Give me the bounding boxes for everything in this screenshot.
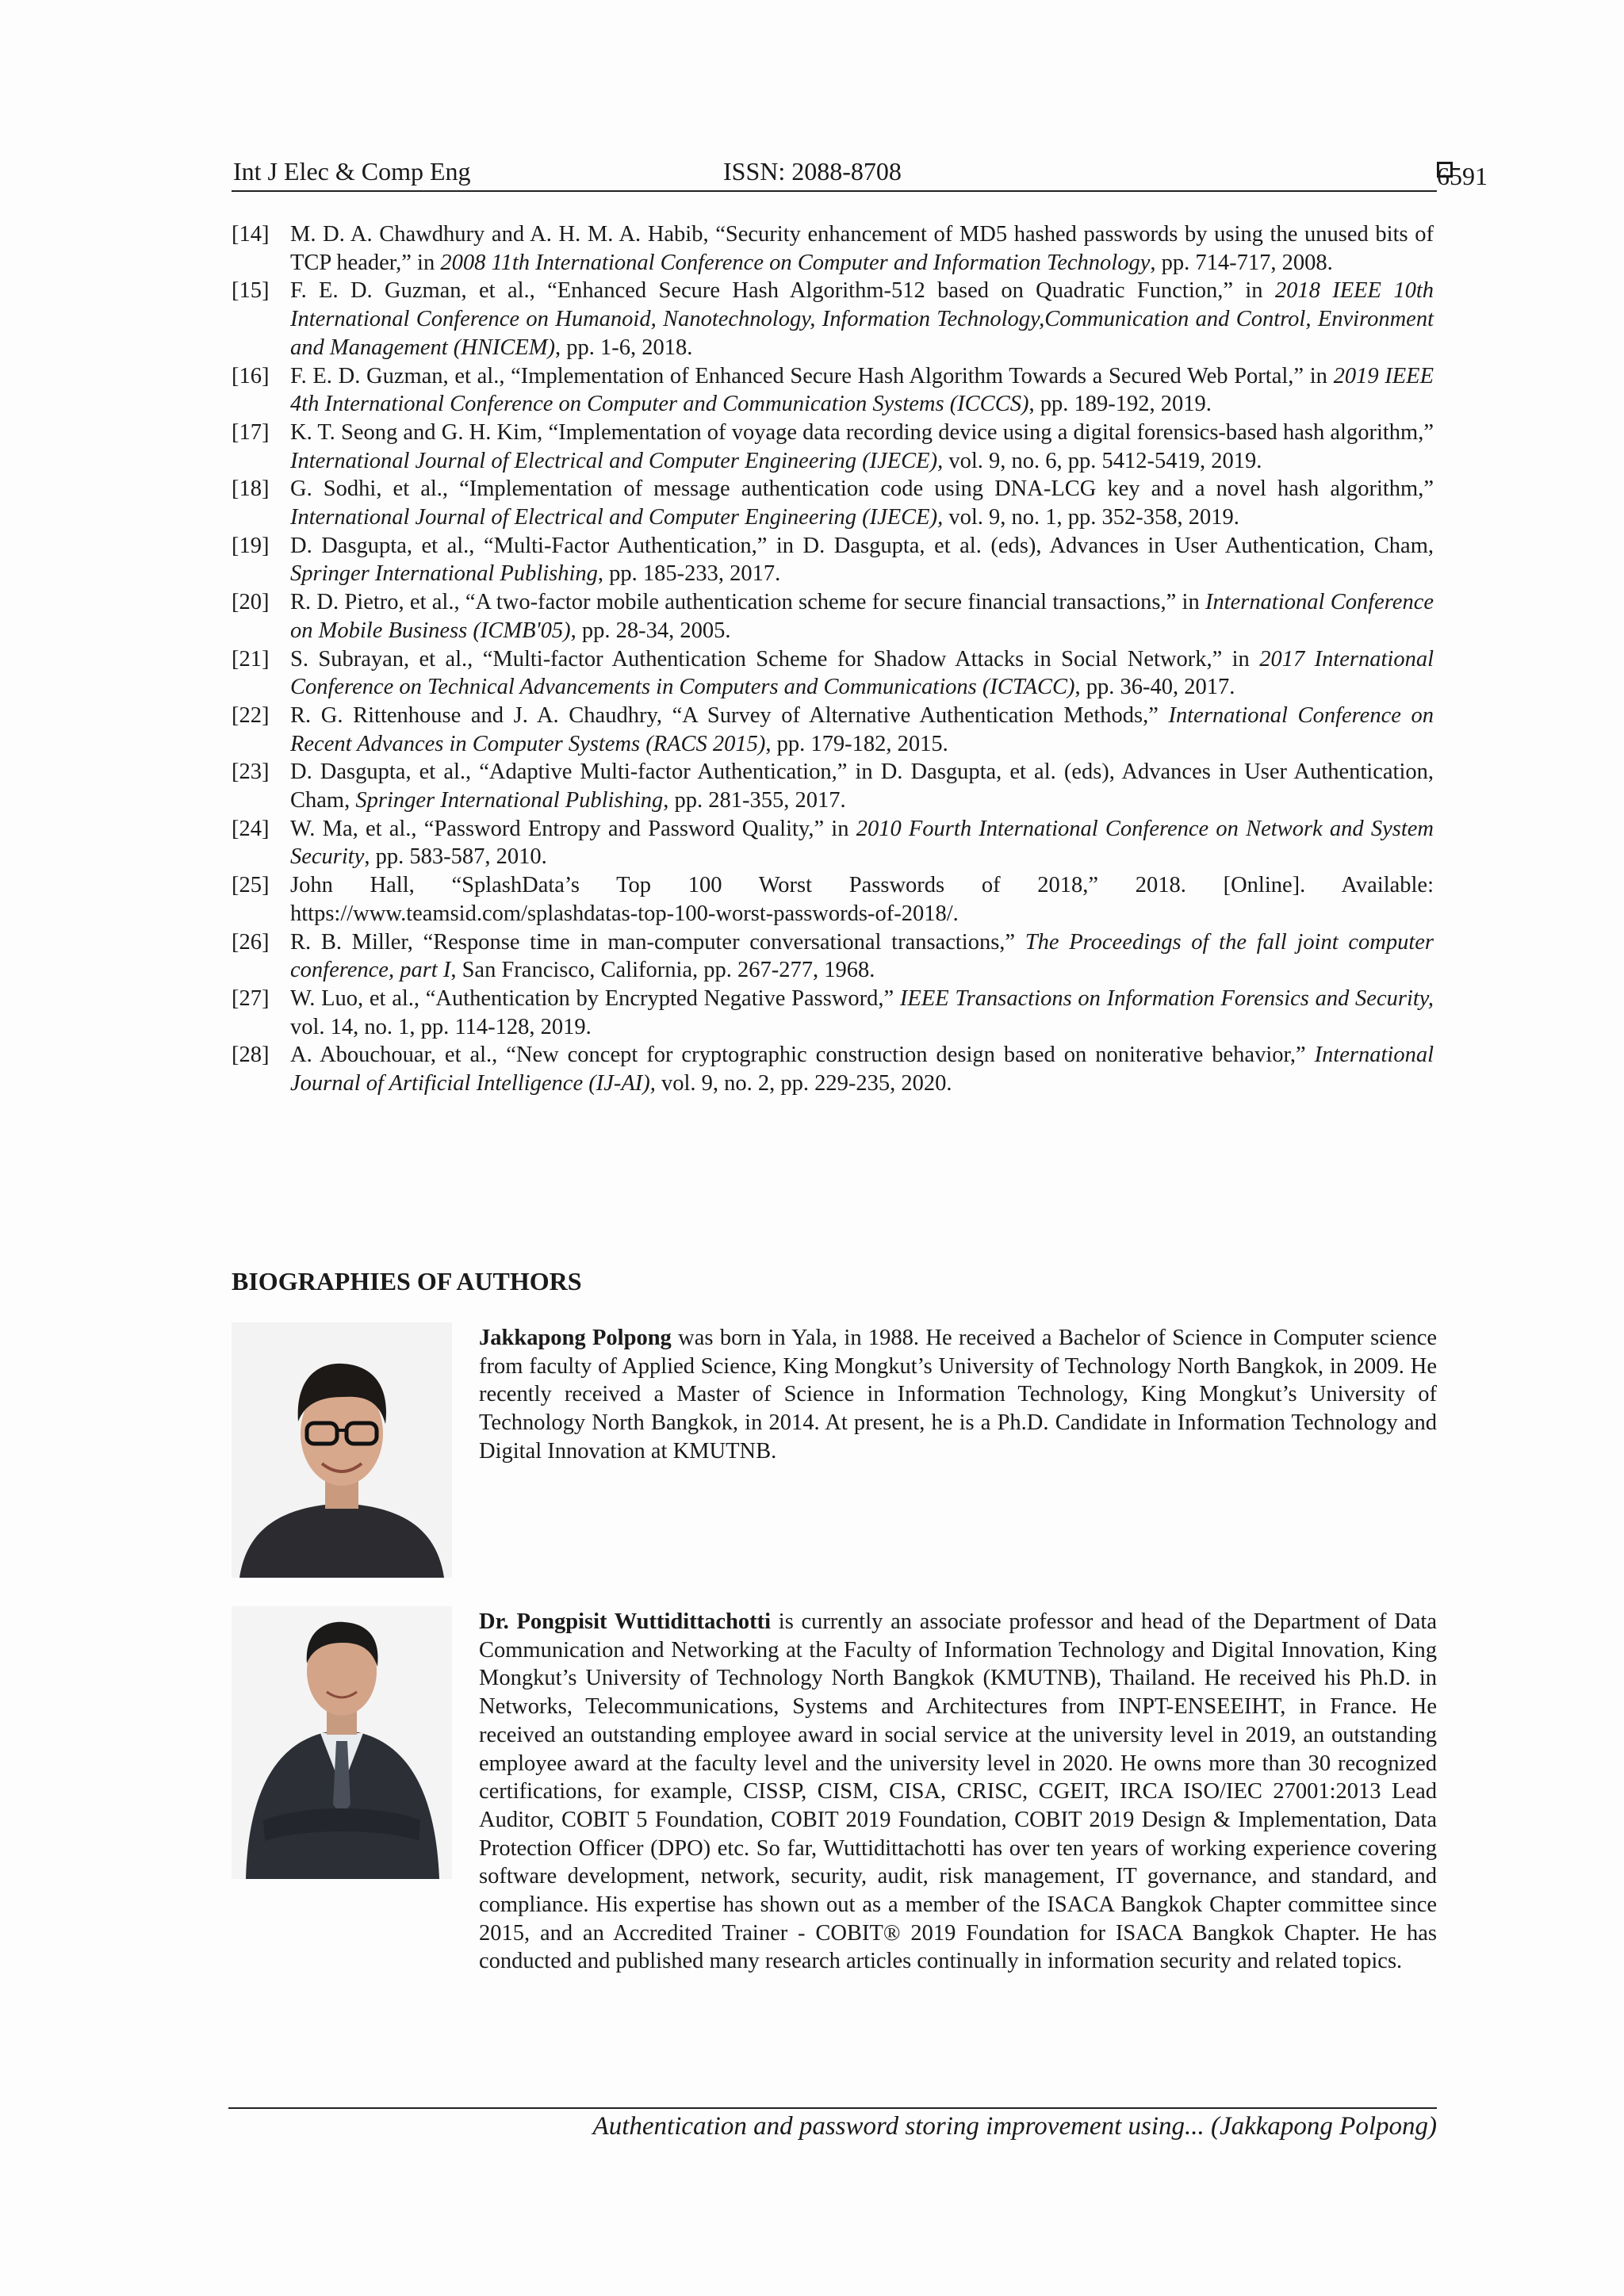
reference-text xyxy=(290,815,1434,871)
biographies-title: BIOGRAPHIES OF AUTHORS xyxy=(232,1267,582,1295)
reference-authors-title: R. D. Pietro, et al., “A two-factor mobile authentication scheme for secure financial transactions,” in xyxy=(290,590,1205,615)
page-number: 6591 xyxy=(1437,162,1488,190)
reference-venue: International Journal of Electrical and Computer Engineering (IJECE), xyxy=(290,505,944,530)
reference-details: , pp. 1-6, 2018. xyxy=(555,335,693,360)
reference-details: , pp. 185-233, 2017. xyxy=(597,561,781,587)
reference-item xyxy=(232,277,1434,362)
reference-item xyxy=(232,815,1434,871)
reference-text xyxy=(290,588,1434,645)
reference-list xyxy=(232,220,1434,1098)
reference-authors-title: F. E. D. Guzman, et al., “Enhanced Secure Hash Algorithm-512 based on Quadratic Function,” in xyxy=(290,278,1275,304)
reference-details: , pp. 189-192, 2019. xyxy=(1028,392,1212,417)
reference-authors-title: John Hall, “SplashData’s Top 100 Worst Passwords of 2018,” 2018. [Online]. Available: https://www.teamsid.com/splashdatas-top-100-worst-passwords-of-2018/. xyxy=(290,873,1434,926)
reference-number: [24] xyxy=(232,816,270,841)
reference-item xyxy=(232,532,1434,588)
reference-text xyxy=(290,532,1434,588)
reference-details: , pp. 714-717, 2008. xyxy=(1150,250,1333,275)
reference-item xyxy=(232,985,1434,1041)
reference-number: [19] xyxy=(232,533,270,558)
reference-authors-title: W. Ma, et al., “Password Entropy and Password Quality,” in xyxy=(290,816,856,841)
reference-item xyxy=(232,1041,1434,1097)
reference-number: [20] xyxy=(232,590,270,615)
reference-venue: IEEE Transactions on Information Forensics and Security, xyxy=(899,985,1434,1011)
page-header xyxy=(232,152,1488,192)
author-photo-polpong xyxy=(232,1322,452,1578)
reference-venue: International Journal of Artificial Intelligence (IJ-AI), xyxy=(290,1043,1434,1096)
bio-text: is currently an associate professor and head of the Department of Data Communication and Networking at the Faculty of Information Technology and Digital Innovation, King Mongkut’s University of Technology North Bangkok (KMUTNB), Thailand. He received his Ph.D. in Networks, Telecommunications, Systems and Architectures from INPT-ENSEEIHT, in France. He received an outstanding employee award in social service at the university level in 2019, an outstanding employee award at the faculty level and the university level in 2020. He owns more than 30 recognized certifications, for example, CISSP, CISM, CISA, CRISC, CGEIT, IRCA ISO/IEC 27001:2013 Lead Auditor, COBIT 5 Foundation, COBIT 2019 Foundation, COBIT 2019 Design & Implementation, Data Protection Officer (DPO) etc. So far, Wuttidittachotti has over ten years of working experience covering software development, network, security, audit, risk management, IT governance, and standard, and compliance. His expertise has shown out as a member of the ISACA Bangkok Chapter committee since 2015, and an Accredited Trainer - COBIT® 2019 Foundation for ISACA Bangkok Chapter. He has conducted and published many research articles continually in information security and related topics. xyxy=(479,1609,1437,1974)
reference-item xyxy=(232,475,1434,531)
reference-item xyxy=(232,362,1434,419)
reference-item xyxy=(232,928,1434,985)
reference-number: [18] xyxy=(232,476,270,502)
reference-authors-title: A. Abouchouar, et al., “New concept for cryptographic construction design based on noniterative behavior,” xyxy=(290,1043,1315,1068)
reference-number: [15] xyxy=(232,278,270,304)
reference-item xyxy=(232,871,1434,928)
reference-number: [22] xyxy=(232,702,270,728)
reference-text xyxy=(290,645,1434,702)
reference-venue: International Conference on Mobile Business (ICMB'05) xyxy=(290,590,1434,643)
journal-name: Int J Elec & Comp Eng xyxy=(233,157,471,186)
reference-details: , pp. 36-40, 2017. xyxy=(1074,675,1235,700)
reference-text xyxy=(290,985,1434,1041)
reference-venue: The Proceedings of the fall joint computer conference, part I xyxy=(290,929,1434,983)
author-name: Jakkapong Polpong xyxy=(479,1326,672,1350)
reference-number: [23] xyxy=(232,760,270,785)
reference-details: vol. 14, no. 1, pp. 114-128, 2019. xyxy=(290,1014,592,1039)
reference-authors-title: G. Sodhi, et al., “Implementation of message authentication code using DNA-LCG key and a novel hash algorithm,” xyxy=(290,476,1434,502)
author-name: Dr. Pongpisit Wuttidittachotti xyxy=(479,1609,772,1634)
reference-details: , pp. 28-34, 2005. xyxy=(570,618,731,643)
reference-authors-title: W. Luo, et al., “Authentication by Encrypted Negative Password,” xyxy=(290,985,900,1011)
bio-polpong xyxy=(479,1324,1437,1466)
reference-number: [27] xyxy=(232,985,270,1011)
reference-details: , pp. 281-355, 2017. xyxy=(663,788,846,813)
reference-venue: 2019 IEEE 4th International Conference on Computer and Communication Systems (ICCCS) xyxy=(290,363,1434,417)
footer-rule xyxy=(228,2107,1437,2109)
reference-item xyxy=(232,588,1434,645)
reference-authors-title: S. Subrayan, et al., “Multi-factor Authentication Scheme for Shadow Attacks in Social Network,” in xyxy=(290,646,1260,672)
reference-venue: International Conference on Recent Advances in Computer Systems (RACS 2015) xyxy=(290,702,1434,756)
reference-item xyxy=(232,758,1434,814)
reference-venue: 2008 11th International Conference on Computer and Information Technology xyxy=(440,250,1151,275)
reference-venue: 2017 International Conference on Technical Advancements in Computers and Communications (ICTACC) xyxy=(290,646,1434,700)
reference-text xyxy=(290,928,1434,985)
reference-text xyxy=(290,1041,1434,1097)
reference-details: , San Francisco, California, pp. 267-277, 1968. xyxy=(450,958,875,983)
reference-text xyxy=(290,220,1434,277)
reference-number: [17] xyxy=(232,419,270,445)
reference-details: vol. 9, no. 1, pp. 352-358, 2019. xyxy=(943,505,1239,530)
author-photo-wuttidittachotti xyxy=(232,1606,452,1879)
reference-venue: Springer International Publishing xyxy=(355,788,664,813)
reference-text xyxy=(290,871,1434,928)
reference-number: [26] xyxy=(232,929,270,955)
issn: ISSN: 2088-8708 xyxy=(723,157,902,186)
reference-authors-title: D. Dasgupta, et al., “Adaptive Multi-factor Authentication,” in D. Dasgupta, et al. (eds), Advances in User Authentication, Cham, xyxy=(290,760,1434,813)
bio-text: was born in Yala, in 1988. He received a Bachelor of Science in Computer science from faculty of Applied Science, King Mongkut’s University of Technology North Bangkok, in 2009. He recently received a Master of Science in Information Technology, King Mongkut’s University of Technology North Bangkok, in 2014. At present, he is a Ph.D. Candidate in Information Technology and Digital Innovation at KMUTNB. xyxy=(479,1326,1437,1464)
reference-number: [16] xyxy=(232,363,270,388)
running-footer: Authentication and password storing improvement using... (Jakkapong Polpong) xyxy=(592,2112,1437,2141)
reference-text xyxy=(290,362,1434,419)
reference-authors-title: K. T. Seong and G. H. Kim, “Implementation of voyage data recording device using a digital forensics-based hash algorithm,” xyxy=(290,419,1434,445)
reference-number: [25] xyxy=(232,873,270,898)
reference-authors-title: F. E. D. Guzman, et al., “Implementation of Enhanced Secure Hash Algorithm Towards a Secured Web Portal,” in xyxy=(290,363,1334,388)
reference-authors-title: R. G. Rittenhouse and J. A. Chaudhry, “A Survey of Alternative Authentication Methods,” xyxy=(290,702,1169,728)
reference-details: , pp. 583-587, 2010. xyxy=(364,844,547,870)
reference-venue: 2018 IEEE 10th International Conference on Humanoid, Nanotechnology, Information Technology,Communication and Control, Environment and Management (HNICEM) xyxy=(290,278,1434,360)
reference-venue: 2010 Fourth International Conference on Network and System Security xyxy=(290,816,1434,870)
reference-text xyxy=(290,419,1434,475)
reference-number: [28] xyxy=(232,1043,270,1068)
bio-wuttidittachotti xyxy=(479,1608,1437,1976)
reference-number: [21] xyxy=(232,646,270,672)
reference-details: vol. 9, no. 6, pp. 5412-5419, 2019. xyxy=(943,448,1262,473)
reference-item xyxy=(232,419,1434,475)
reference-details: vol. 9, no. 2, pp. 229-235, 2020. xyxy=(655,1071,952,1096)
reference-text xyxy=(290,475,1434,531)
reference-item xyxy=(232,645,1434,702)
reference-text xyxy=(290,758,1434,814)
reference-item xyxy=(232,702,1434,758)
reference-text xyxy=(290,277,1434,362)
reference-authors-title: R. B. Miller, “Response time in man-computer conversational transactions,” xyxy=(290,929,1025,955)
reference-authors-title: M. D. A. Chawdhury and A. H. M. A. Habib, “Security enhancement of MD5 hashed passwords by using the unused bits of TCP header,” in xyxy=(290,222,1434,275)
reference-authors-title: D. Dasgupta, et al., “Multi-Factor Authentication,” in D. Dasgupta, et al. (eds), Advances in User Authentication, Cham, xyxy=(290,533,1434,558)
reference-venue: International Journal of Electrical and Computer Engineering (IJECE), xyxy=(290,448,944,473)
reference-text xyxy=(290,702,1434,758)
reference-details: , pp. 179-182, 2015. xyxy=(765,731,948,756)
reference-item xyxy=(232,220,1434,277)
reference-venue: Springer International Publishing xyxy=(290,561,598,587)
reference-number: [14] xyxy=(232,222,270,247)
